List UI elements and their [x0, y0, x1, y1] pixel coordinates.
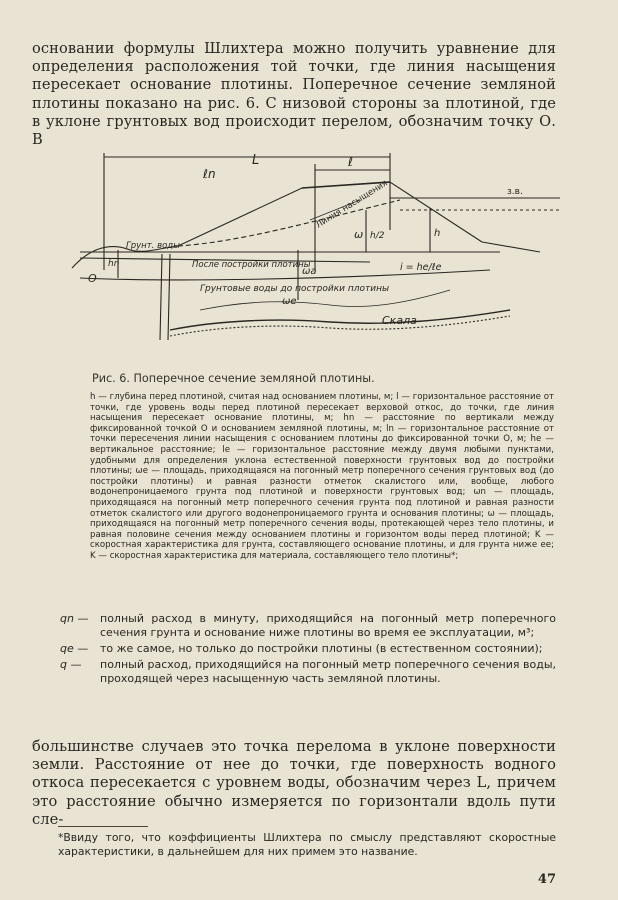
label-h-half: h/2: [370, 231, 385, 241]
label-L: L: [252, 153, 260, 168]
q-text: то же самое, но только до постройки плотины (в естественном состоянии);: [100, 642, 543, 655]
label-slope-i: i = he/ℓe: [400, 262, 442, 273]
q-definition: [60, 642, 556, 656]
q-symbol: qn —: [60, 612, 89, 625]
label-omega-a: ωa: [302, 266, 317, 277]
q-symbol: q —: [60, 658, 82, 671]
label-hn: hn: [108, 259, 120, 269]
q-symbol: qe —: [60, 642, 89, 655]
label-point-O: O: [88, 272, 97, 285]
top-paragraph: основании формулы Шлихтера можно получить уравнение для определения расположения той точки, где линия насыщения пересекает основание плотины. Поперечное сечение земляной плотины показано на рис. 6. С низовой стороны за плотиной, где в уклоне грунтовых вод происходит перелом, обозначим точку О. В: [32, 40, 556, 149]
label-ln: ℓn: [203, 167, 216, 181]
label-water-level: з.в.: [507, 187, 523, 197]
label-omega-e: ωe: [282, 296, 297, 307]
footnote: *Ввиду того, что коэффициенты Шлихтера по смыслу представляют скоростные характеристики, в дальнейшем для них примем это название.: [58, 831, 556, 858]
bottom-paragraph: большинстве случаев это точка перелома в уклоне поверхности земли. Расстояние от нее до точки, где поверхность водного откоса пересекается с уровнем воды, обозначим через L, причем это расстояние обычно измеряется по горизонтали вдоль пути сле-: [32, 738, 556, 828]
label-after-dam: После постройки плотины: [192, 260, 311, 270]
page-number: 47: [537, 872, 556, 887]
q-definition: [60, 658, 556, 686]
label-ground-water: Грунт. воды: [126, 241, 180, 251]
q-definitions: [60, 612, 556, 688]
q-text: полный расход в минуту, приходящийся на погонный метр поперечного сечения грунта и основание ниже плотины во время ее эксплуатации, м³;: [100, 612, 556, 639]
q-definition: [60, 612, 556, 640]
dam-cross-section-figure: [70, 150, 560, 365]
label-l: ℓ: [348, 155, 353, 169]
label-before-dam: Грунтовые воды до постройки плотины: [200, 284, 390, 294]
label-h: h: [434, 228, 441, 239]
footnote-divider: [58, 826, 148, 827]
q-text: полный расход, приходящийся на погонный метр поперечного сечения воды, проходящей через насыщенную часть земляной плотины.: [100, 658, 556, 685]
figure-legend: h — глубина перед плотиной, считая над основанием плотины, м; l — горизонтальное расстояние от точки, где уровень воды перед плотиной пересекает верховой откос, до точки, где линия насыщения пересекает основание плотины, м; hn — расстояние по вертикали между фиксированной точкой О и основанием земляной плотины, м; ln — горизонтальное расстояние от точки пересечения линии насыщения с основанием плотины до фиксированной точки О, м; he — вертикальное расстояние; le — горизонтальное расстояние между двумя любыми пунктами, удобными для определения уклона естественной поверхности грунтовых вод до постройки плотины; ωe — площадь, приходящаяся на погонный метр поперечного сечения грунтовых вод (до постройки плотины) и равная разности отметок скалистого или, вообще, любого водонепроницаемого грунта под плотиной и поверхности грунтовых вод; ωn — площадь, приходящаяся на погонный метр поперечного сечения грунта под плотиной и равная разности отметок скалистого или другого водонепроницаемого грунта и основания плотины; ω — площадь, приходящаяся на погонный метр поперечного сечения воды, протекающей через тело плотины, и равная половине сечения между основанием плотины и горизонтом воды перед плотиной; K — скоростная характеристика для грунта, составляющего основание плотины, и для грунта ниже ее; K — скоростная характеристика для материала, составляющего тело плотины*;: [90, 392, 554, 561]
label-rock: Скала: [382, 314, 417, 327]
label-saturation-line: Линия насыщения: [314, 178, 390, 231]
label-omega: ω: [354, 228, 364, 241]
figure-caption: Рис. 6. Поперечное сечение земляной плотины.: [92, 372, 375, 385]
